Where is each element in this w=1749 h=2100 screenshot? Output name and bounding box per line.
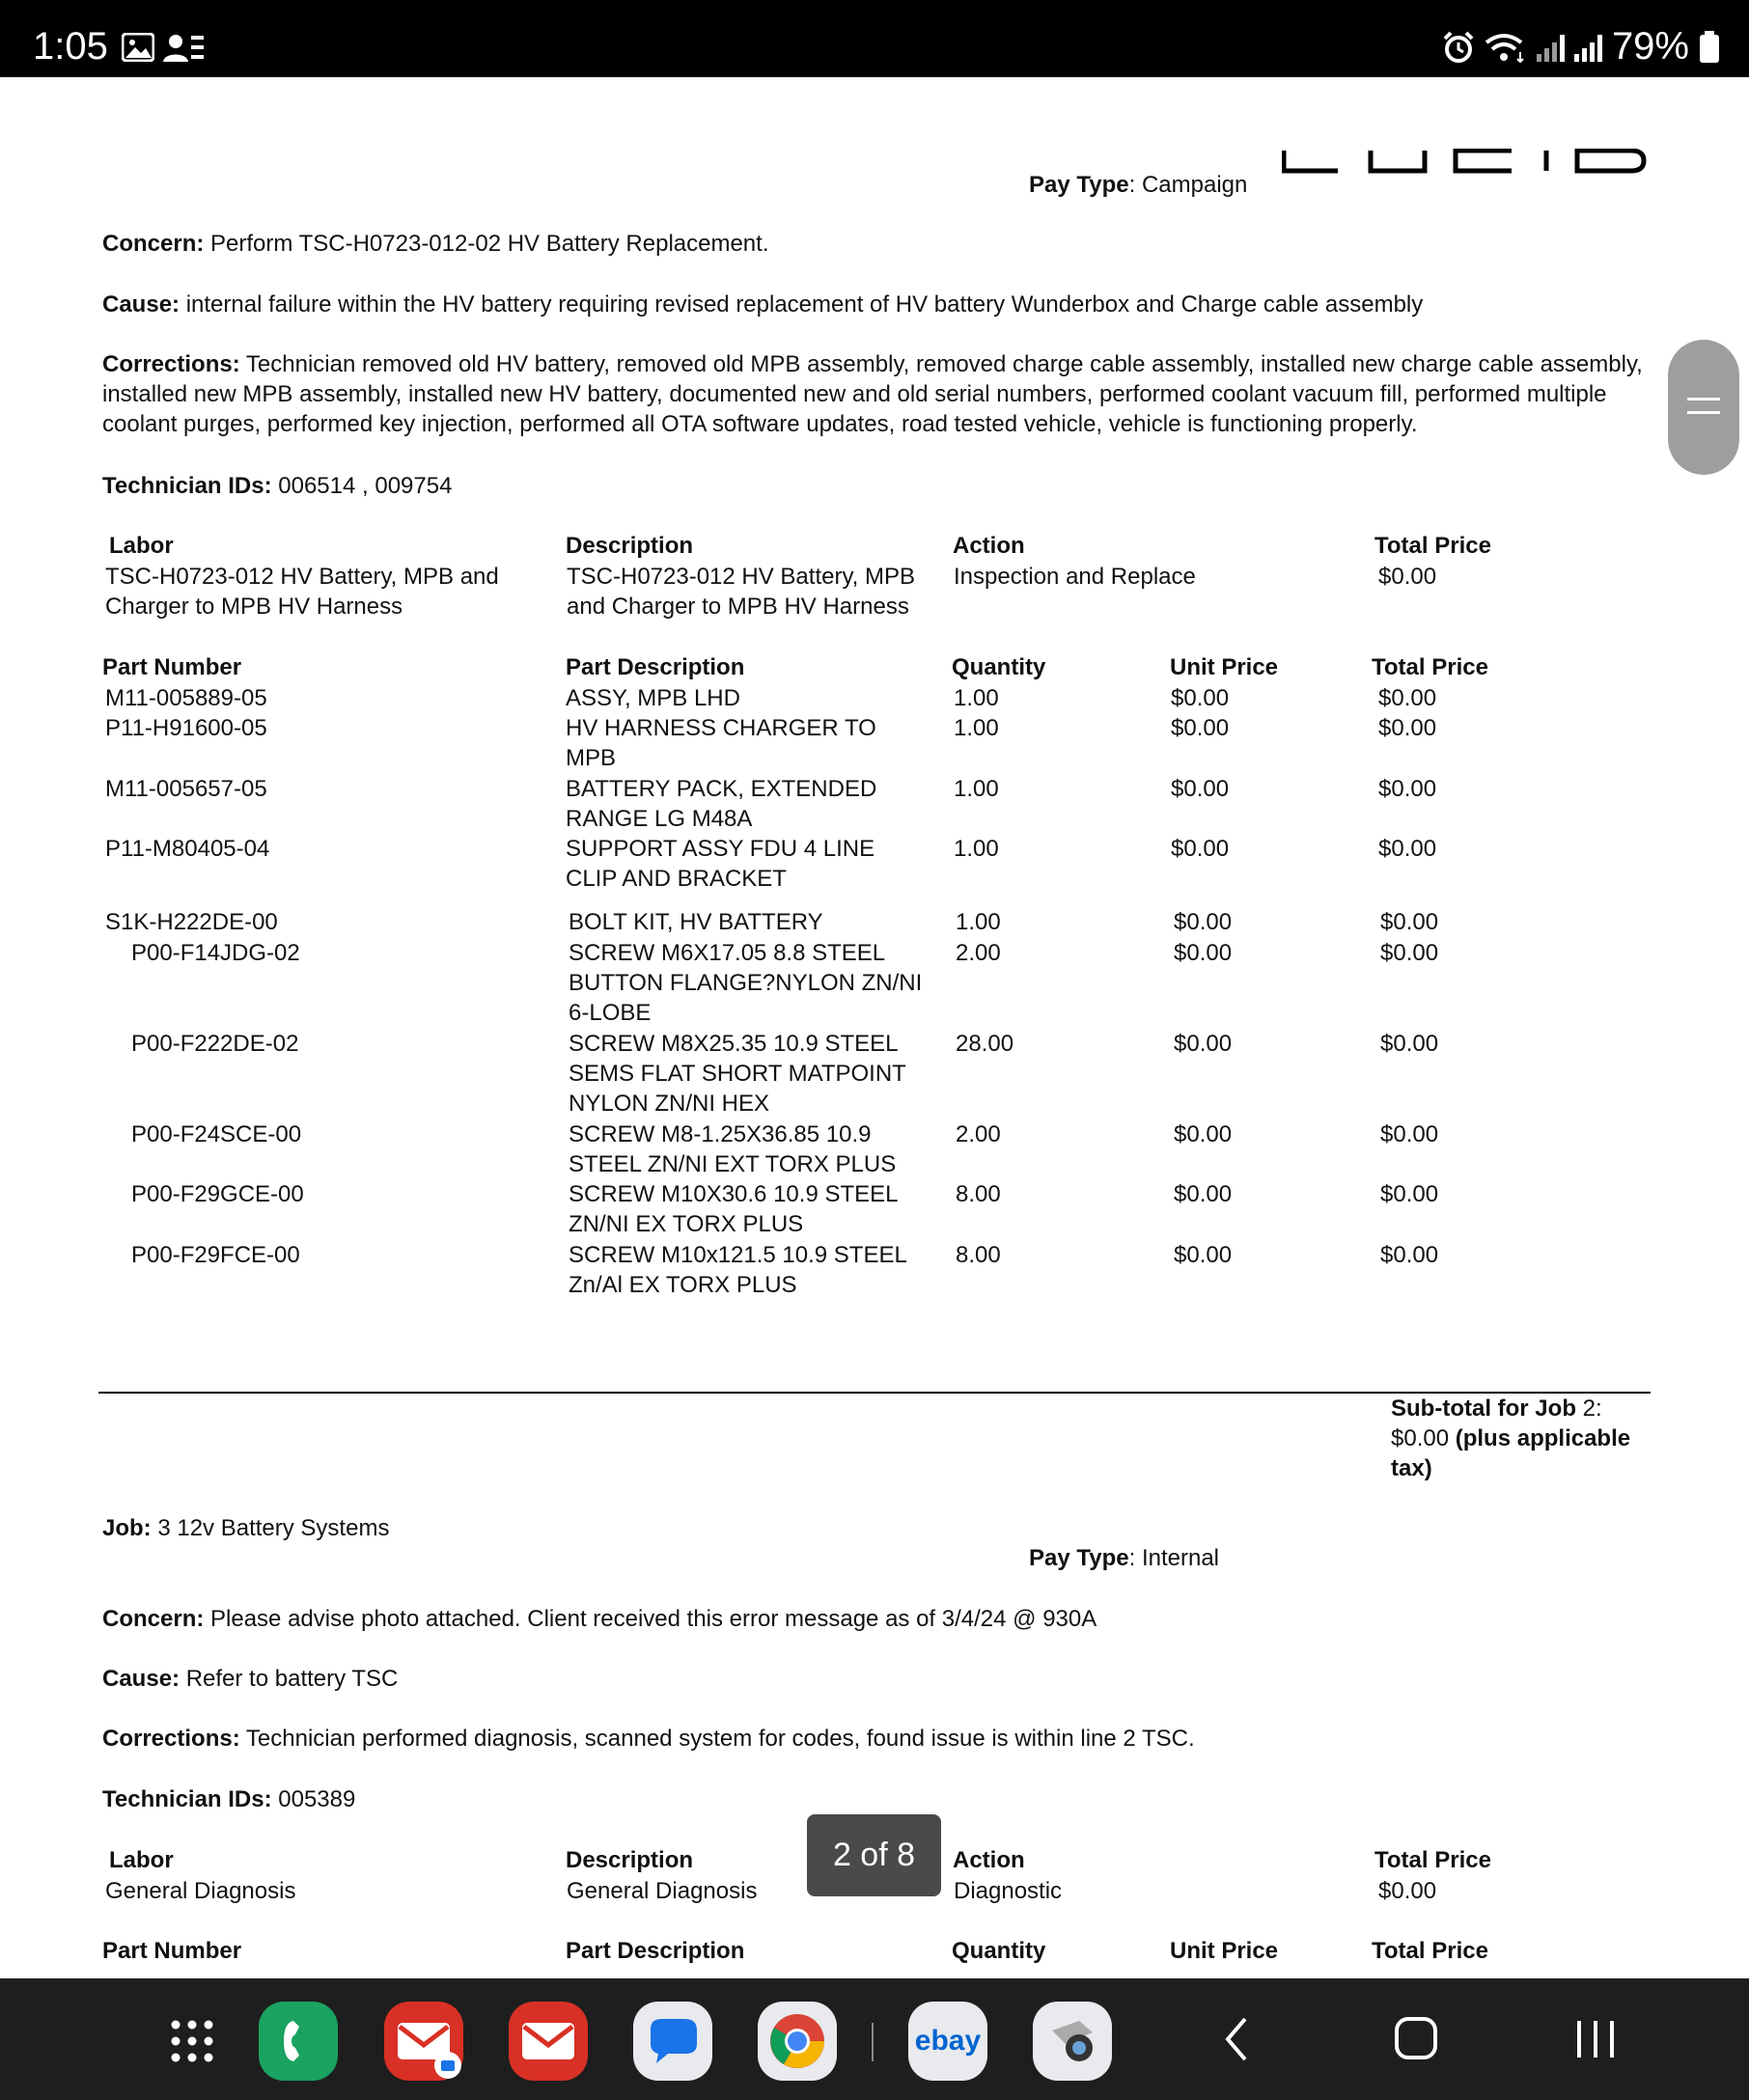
technician-ids: Technician IDs: 006514 , 009754 [102, 473, 453, 499]
part-number: M11-005889-05 [105, 685, 267, 711]
recents-icon[interactable] [1573, 2005, 1618, 2073]
quantity: 28.00 [956, 1031, 1014, 1057]
unit-price: $0.00 [1174, 940, 1233, 966]
part-description [569, 938, 922, 1028]
part-number-header: Part Number [102, 1938, 242, 1964]
part-number-header: Part Number [102, 654, 242, 680]
part-description-header: Part Description [566, 1938, 745, 1964]
corrections: Corrections: Technician removed old HV battery, removed old MPB assembly, removed charge cable assembly, installed new charge cable assembly, installed new MPB assembly, installed new HV battery, documented new and old serial numbers, performed coolant vacuum fill, performed multiple coolant purges, performed key injection, performed all OTA software updates, road tested vehicle, vehicle is functioning properly. [102, 351, 1643, 437]
part-description [569, 1029, 906, 1119]
part-description-line: SEMS FLAT SHORT MATPOINT [569, 1061, 906, 1087]
labor-name: TSC-H0723-012 HV Battery, MPB and Charger to MPB HV Harness [105, 564, 499, 620]
part-total-price: $0.00 [1378, 685, 1437, 711]
part-description [566, 713, 876, 773]
unit-price: $0.00 [1174, 1181, 1233, 1207]
part-number: P00-F29GCE-00 [131, 1181, 304, 1207]
battery-icon [1699, 31, 1720, 64]
quantity: 8.00 [956, 1181, 1001, 1207]
camera-app-icon[interactable] [1033, 2002, 1112, 2081]
fast-scroll-handle[interactable] [1668, 340, 1739, 475]
clock: 1:05 [33, 25, 108, 68]
wifi-icon [1485, 31, 1527, 64]
quantity: 1.00 [954, 685, 999, 711]
battery-percent: 79% [1611, 25, 1689, 68]
cause: Cause: Refer to battery TSC [102, 1666, 399, 1692]
unit-price: $0.00 [1171, 685, 1230, 711]
part-total-price: $0.00 [1380, 1121, 1439, 1147]
quantity: 2.00 [956, 940, 1001, 966]
action-header: Action [953, 1847, 1025, 1873]
part-total-price: $0.00 [1380, 940, 1439, 966]
quantity-header: Quantity [952, 654, 1046, 680]
part-description [569, 1179, 898, 1239]
part-total-price: $0.00 [1378, 715, 1437, 741]
labor-description: General Diagnosis [567, 1878, 758, 1904]
apps-grid-icon[interactable] [170, 2019, 214, 2063]
part-total-price: $0.00 [1380, 1031, 1439, 1057]
part-total-price: $0.00 [1378, 836, 1437, 862]
part-number: P00-F24SCE-00 [131, 1121, 302, 1147]
part-description-header: Part Description [566, 654, 745, 680]
part-number: P00-F29FCE-00 [131, 1242, 300, 1268]
part-total-price: $0.00 [1378, 776, 1437, 802]
part-number: P00-F14JDG-02 [131, 940, 300, 966]
part-description-line: HV HARNESS CHARGER TO [566, 715, 876, 741]
labor-action: Inspection and Replace [954, 564, 1196, 590]
description-header: Description [566, 533, 694, 559]
part-description-line: ASSY, MPB LHD [566, 685, 740, 711]
part-description-line: SCREW M8-1.25X36.85 10.9 [569, 1121, 872, 1147]
part-description-line: RANGE LG M48A [566, 806, 753, 832]
part-description-line: BOLT KIT, HV BATTERY [569, 909, 823, 935]
unit-price: $0.00 [1174, 909, 1233, 935]
part-description-line: MPB [566, 745, 617, 771]
messages-app-icon[interactable] [633, 2002, 712, 2081]
unit-price: $0.00 [1171, 776, 1230, 802]
page-indicator: 2 of 8 [807, 1814, 941, 1896]
signal-icon [1537, 33, 1565, 62]
part-description-line: 6-LOBE [569, 1000, 652, 1026]
unit-price-header: Unit Price [1170, 654, 1279, 680]
quantity: 1.00 [954, 715, 999, 741]
part-description-line: BATTERY PACK, EXTENDED [566, 776, 877, 802]
part-description-line: BUTTON FLANGE?NYLON ZN/NI [569, 970, 923, 996]
part-description-line: SCREW M10X30.6 10.9 STEEL [569, 1181, 899, 1207]
action-header: Action [953, 533, 1025, 559]
cause: Cause: internal failure within the HV battery requiring revised replacement of HV battery Wunderbox and Charge cable assembly [102, 291, 1424, 318]
labor-total: $0.00 [1378, 564, 1437, 590]
unit-price: $0.00 [1174, 1121, 1233, 1147]
part-description-line: CLIP AND BRACKET [566, 866, 787, 892]
status-bar [0, 0, 1749, 77]
document-page[interactable] [0, 77, 1749, 1978]
part-description-line: ZN/NI EX TORX PLUS [569, 1211, 804, 1237]
quantity: 1.00 [956, 909, 1001, 935]
lucid-logo [1282, 149, 1647, 174]
part-description [566, 774, 876, 834]
home-icon[interactable] [1394, 2005, 1438, 2073]
part-number: S1K-H222DE-00 [105, 909, 278, 935]
quantity: 8.00 [956, 1242, 1001, 1268]
part-number: M11-005657-05 [105, 776, 267, 802]
unit-price: $0.00 [1171, 715, 1230, 741]
subtotal: Sub-total for Job 2: $0.00 (plus applicable tax) [1391, 1395, 1631, 1481]
pay-type: Pay Type: Campaign [1029, 172, 1248, 198]
part-total-price: $0.00 [1380, 1242, 1439, 1268]
phone-app-icon[interactable] [259, 2002, 338, 2081]
back-icon[interactable] [1222, 2005, 1251, 2073]
quantity: 1.00 [954, 836, 999, 862]
job-title: Job: 3 12v Battery Systems [102, 1515, 390, 1541]
part-description-line: Zn/Al EX TORX PLUS [569, 1272, 797, 1298]
technician-ids: Technician IDs: 005389 [102, 1786, 356, 1812]
unit-price: $0.00 [1171, 836, 1230, 862]
concern: Concern: Please advise photo attached. Client received this error message as of 3/4/24 @ 930A [102, 1606, 1097, 1632]
part-number: P00-F222DE-02 [131, 1031, 299, 1057]
parts-total-header: Total Price [1372, 1938, 1488, 1964]
part-number: P11-H91600-05 [105, 715, 267, 741]
quantity: 2.00 [956, 1121, 1001, 1147]
part-total-price: $0.00 [1380, 909, 1439, 935]
parts-total-header: Total Price [1372, 654, 1488, 680]
dock-divider [872, 2023, 874, 2061]
labor-header: Labor [109, 1847, 174, 1873]
part-total-price: $0.00 [1380, 1181, 1439, 1207]
navigation-bar [0, 1978, 1749, 2100]
part-description-line: SCREW M6X17.05 8.8 STEEL [569, 940, 886, 966]
total-price-header: Total Price [1374, 1847, 1491, 1873]
labor-total: $0.00 [1378, 1878, 1437, 1904]
unit-price-header: Unit Price [1170, 1938, 1279, 1964]
description-header: Description [566, 1847, 694, 1873]
signal-icon [1574, 33, 1602, 62]
corrections: Corrections: Technician performed diagnosis, scanned system for codes, found issue is within line 2 TSC. [102, 1726, 1195, 1752]
chrome-app-icon[interactable] [758, 2002, 837, 2081]
pay-type: Pay Type: Internal [1029, 1545, 1219, 1571]
part-description [566, 834, 874, 894]
part-description-line: SCREW M10x121.5 10.9 STEEL [569, 1242, 907, 1268]
quantity-header: Quantity [952, 1938, 1046, 1964]
labor-action: Diagnostic [954, 1878, 1063, 1904]
quantity: 1.00 [954, 776, 999, 802]
part-description-line: NYLON ZN/NI HEX [569, 1091, 770, 1117]
work-mail-app-icon[interactable] [384, 2002, 463, 2081]
labor-name: General Diagnosis [105, 1878, 296, 1904]
ebay-app-icon[interactable]: ebay [908, 2002, 987, 2081]
alarm-icon [1442, 31, 1475, 64]
part-number: P11-M80405-04 [105, 836, 270, 862]
mail-app-icon[interactable] [509, 2002, 588, 2081]
gallery-icon [122, 33, 154, 62]
contacts-icon [162, 33, 205, 64]
part-description-line: SCREW M8X25.35 10.9 STEEL [569, 1031, 899, 1057]
unit-price: $0.00 [1174, 1031, 1233, 1057]
labor-description: TSC-H0723-012 HV Battery, MPB and Charger to MPB HV Harness [567, 564, 916, 620]
concern: Concern: Perform TSC-H0723-012-02 HV Battery Replacement. [102, 231, 769, 257]
part-description [569, 1240, 907, 1300]
part-description [569, 1119, 896, 1179]
total-price-header: Total Price [1374, 533, 1491, 559]
part-description-line: SUPPORT ASSY FDU 4 LINE [566, 836, 875, 862]
part-description [566, 683, 740, 713]
part-description [569, 907, 823, 937]
unit-price: $0.00 [1174, 1242, 1233, 1268]
labor-header: Labor [109, 533, 174, 559]
part-description-line: STEEL ZN/NI EXT TORX PLUS [569, 1151, 897, 1177]
